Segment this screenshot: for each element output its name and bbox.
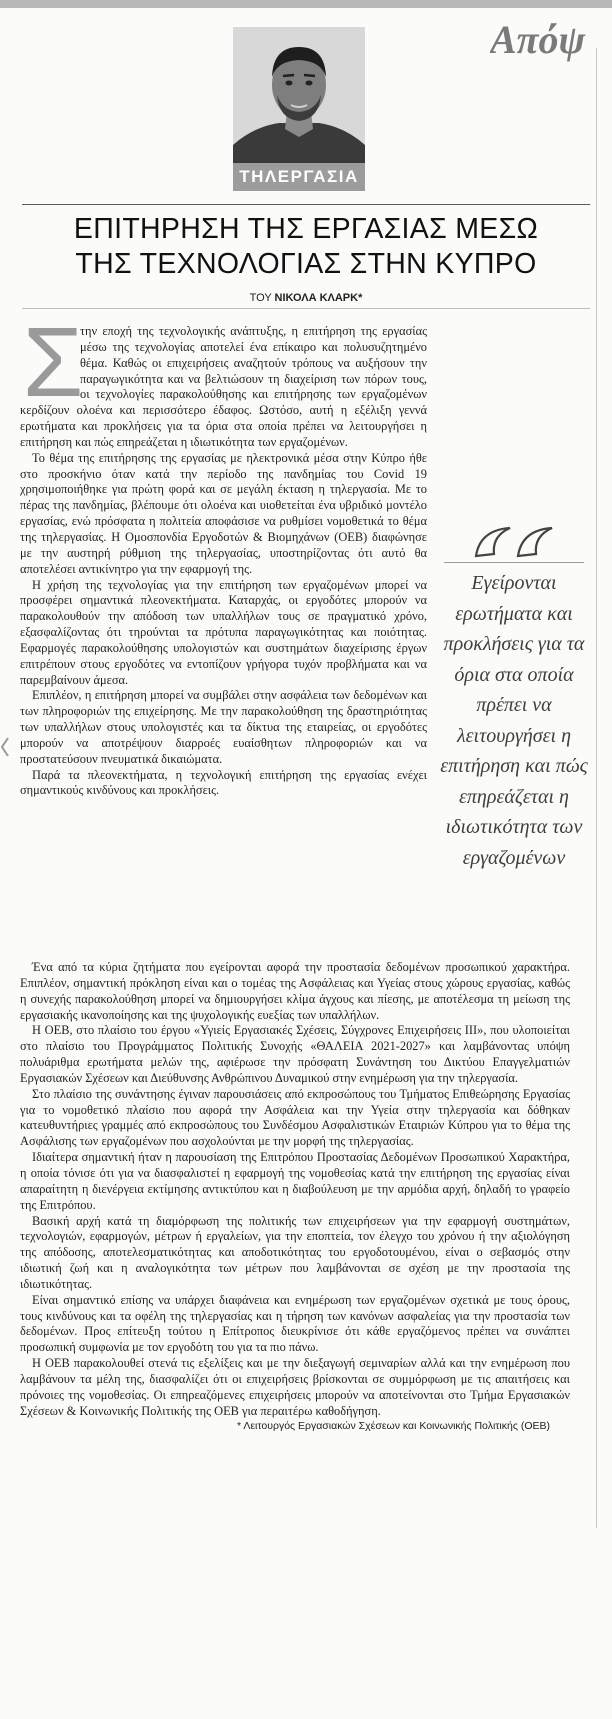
paragraph-3: Η χρήση της τεχνολογίας για την επιτήρηση των εργαζομένων μπορεί να προσφέρει σημαντικά πλεονεκτήματα. Καταρχάς, οι εργοδότες μπορούν να παρακολουθούν την απόδοση των υπαλλήλων τους σε πραγματικό χρόνο, εξασφαλίζοντας ότι τηρούνται τα πρότυπα παραγωγικότητας και ποιότητας. Εφαρμογές παρακολούθησης υπολογιστών και συστημάτων διαχείρισης έργων επιτρέπουν στους εργοδότες να εντοπίζουν γρήγορα τυχόν προβλήματα και να παρεμβαίνουν άμεσα. (20, 577, 427, 687)
section-kicker: ΤΗΛΕΡΓΑΣΙΑ (233, 163, 365, 191)
paragraph-5: Παρά τα πλεονεκτήματα, η τεχνολογική επιτήρηση της εργασίας ενέχει σημαντικούς κινδύνους και προκλήσεις. (20, 767, 427, 798)
headline-top-rule (22, 204, 590, 205)
paragraph-7: Η ΟΕΒ, στο πλαίσιο του έργου «Υγιείς Εργασιακές Σχέσεις, Σύγχρονες Επιχειρήσεις ΙΙΙ», που υλοποιείται στο πλαίσιο του Προγράμματος Πολιτικής Συνοχής «ΘΑΛΕΙΑ 2021-2027» και λαμβάνοντας υπόψη πολυάριθμα ερωτήματα μελών της, αφιέρωσε την πρόσφατη Συνάντηση του Δικτύου Επαγγελματιών Εργασιακών Σχέσεων και Διεύθυνσης Ανθρώπινου Δυναμικού στην ενημέρωση για την τηλεργασία. (20, 1023, 570, 1085)
paragraph-9: Ιδιαίτερα σημαντική ήταν η παρουσίαση της Επιτρόπου Προστασίας Δεδομένων Προσωπικού Χαρακτήρα, η οποία τόνισε ότι για να διασφαλιστεί η εφαρμογή της νομοθεσίας κατά την επιτήρηση της εργασίας είναι απαραίτητη η διενέργεια εκτίμησης αντικτύπου και η διαβούλευση με την αρμόδια αρχή, δηλαδή το γραφείο της Επιτρόπου. (20, 1150, 570, 1212)
byline-rule (22, 308, 590, 309)
byline-prefix: ΤΟΥ (249, 292, 272, 304)
author-portrait (233, 27, 365, 163)
byline-author: ΝΙΚΟΛΑ ΚΛΑΡΚ* (274, 292, 363, 304)
drop-cap: Σ (22, 322, 84, 402)
column-divider (596, 48, 597, 1528)
headline (22, 212, 590, 282)
paragraph-6: Ένα από τα κύρια ζητήματα που εγείρονται αφορά την προστασία δεδομένων προσωπικού χαρακτήρα. Επιπλέον, σημαντική πρόκληση είναι και ο τομέας της Ασφάλειας και Υγείας στους χώρους εργασίας, καθώς η συνεχής παρακολούθηση μπορεί να δημιουργήσει κλίμα άγχους και πίεσης, με αποτέλεσμα τη μείωση της εργασιακής ικανοποίησης και της ψυχολογικής ευεξίας των υπαλλήλων. (20, 960, 570, 1022)
paragraph-1: την εποχή της τεχνολογικής ανάπτυξης, η επιτήρηση της εργασίας μέσω της τεχνολογίας αποτελεί ένα επίκαιρο και πολυσυζητημένο θέμα. Καθώς οι επιχειρήσεις αναζητούν τρόπους να αυξήσουν την παραγωγικότητα και να βελτιώσουν τη διαχείριση των πόρων τους, οι τεχνολογίες παρακολούθησης και επιτήρησης των εργαζομένων κερδίζουν ολοένα και περισσότερο έδαφος. Ωστόσο, αυτή η εξέλιξη γεννά ερωτήματα και προκλήσεις για τα όρια στα οποία πρέπει να λειτουργήσει η επιτήρηση και πώς επηρεάζεται η ιδιωτικότητα των εργαζομένων. (20, 324, 427, 449)
paragraph-10: Βασική αρχή κατά τη διαμόρφωση της πολιτικής των επιχειρήσεων για την εφαρμογή συστημάτων, τεχνολογιών, εφαρμογών, μέτρων ή εργαλείων, για την εποπτεία, τον έλεγχο του χρόνου ή την αξιολόγηση της απόδοσης, αποτελεσματικότητας και αποδοτικότητας του εργοδοτουμένου, είναι ο σεβασμός στην ιδιωτική ζωή και η αναλογικότητα των μέτρων που λαμβάνονται σε σχέση με την προστασία της ιδιωτικότητας. (20, 1213, 570, 1291)
paragraph-11: Είναι σημαντικό επίσης να υπάρχει διαφάνεια και ενημέρωση των εργαζομένων σχετικά με τους όρους, τους κινδύνους και τα οφέλη της τηλεργασίας και η τήρηση των κανόνων ασφαλείας για την προστασία των δεδομένων. Προς επίτευξη τούτου η Επίτροπος διευκρίνισε ότι κάθε εργαζόμενος πρέπει να συνάπτει προσωπική συμφωνία με τον εργοδότη του για τα πιο πάνω. (20, 1292, 570, 1355)
pull-quote: Εγείρονται ερωτήματα και προκλήσεις για τα όρια στα οποία πρέπει να λειτουργήσει η επιτήρηση και πώς επηρεάζεται η ιδιωτικότητα των εργαζομένων (440, 572, 588, 869)
paragraph-4: Επιπλέον, η επιτήρηση μπορεί να συμβάλει στην ασφάλεια των δεδομένων και των πληροφοριών της επιχείρησης. Με την παρακολούθηση της δραστηριότητας των υπαλλήλων στους υπολογιστές και τα δίκτυα της εταιρείας, οι εργοδότες μπορούν να αποτρέψουν διαρροές ευαίσθητων πληροφοριών και να προστατεύσουν πνευματικά δικαιώματα. (20, 688, 427, 766)
quote-marks-icon (470, 522, 562, 562)
top-band (0, 0, 612, 8)
article-body-column (20, 324, 427, 799)
chevron-left-icon[interactable] (0, 736, 10, 758)
article-body-full (20, 960, 570, 1435)
paragraph-8: Στο πλαίσιο της συνάντησης έγιναν παρουσιάσεις από εκπροσώπους του Τμήματος Επιθεώρησης Εργασίας για το νομοθετικό πλαίσιο που αφορά την Ασφάλεια και την Υγεία στην τηλεργασία και δόθηκαν κατευθυντήριες γραμμές από εκπροσώπους του Συνδέσμου Ασφαλιστικών Εταιριών Κύπρου για το θέμα της Ασφάλισης των εργαζομένων που ασχολούνται με την μορφή της τηλεργασίας. (20, 1086, 570, 1149)
headline-line-2: ΤΗΣ ΤΕΧΝΟΛΟΓΙΑΣ ΣΤΗΝ ΚΥΠΡΟ (75, 248, 537, 280)
adjacent-column-title: Απόψ (490, 17, 586, 62)
headline-line-1: ΕΠΙΤΗΡΗΣΗ ΤΗΣ ΕΡΓΑΣΙΑΣ ΜΕΣΩ (73, 213, 539, 245)
paragraph-2: Το θέμα της επιτήρησης της εργασίας με ηλεκτρονικά μέσα στην Κύπρο ήθε στο προσκήνιο όταν κατά την περίοδο της πανδημίας του Covid 19 χρησιμοποιήθηκε για πρώτη φορά και σε μεγάλη έκταση η τηλεργασία. Με το πέρας της πανδημίας, βλέπουμε ότι ολοένα και υιοθετείται ένα υβριδικό μοντέλο εργασίας, ενώ πρόσφατα η πολιτεία αποφάσισε να ρυθμίσει νομοθετικά το θέμα της τηλεργασίας. Η Ομοσπονδία Εργοδοτών & Βιομηχάνων (ΟΕΒ) διαφώνησε με την αυστηρή ρύθμιση της τηλεργασίας, υποστηρίζοντας ότι αυτό θα αποτελέσει αντικίνητρο για την εφαρμογή της. (20, 450, 427, 576)
footnote: * Λειτουργός Εργασιακών Σχέσεων και Κοινωνικής Πολιτικής (ΟΕΒ) (236, 1420, 550, 1433)
pullquote-rule (444, 562, 584, 563)
byline (22, 292, 590, 304)
paragraph-12: Η ΟΕΒ παρακολουθεί στενά τις εξελίξεις και με την διεξαγωγή σεμιναρίων αλλά και την ενημέρωση που λαμβάνουν τα μέλη της, διασφαλίζει ότι οι επιχειρήσεις βρίσκονται σε συμμόρφωση με τις απαιτήσεις και πρόνοιες της νομοθεσίας. Οι επηρεαζόμενες επιχειρήσεις μπορούν να αποτείνονται στο Τμήμα Εργασιακών Σχέσεων & Κοινωνικής Πολιτικής της ΟΕΒ για περαιτέρω καθοδήγηση. (20, 1356, 570, 1418)
